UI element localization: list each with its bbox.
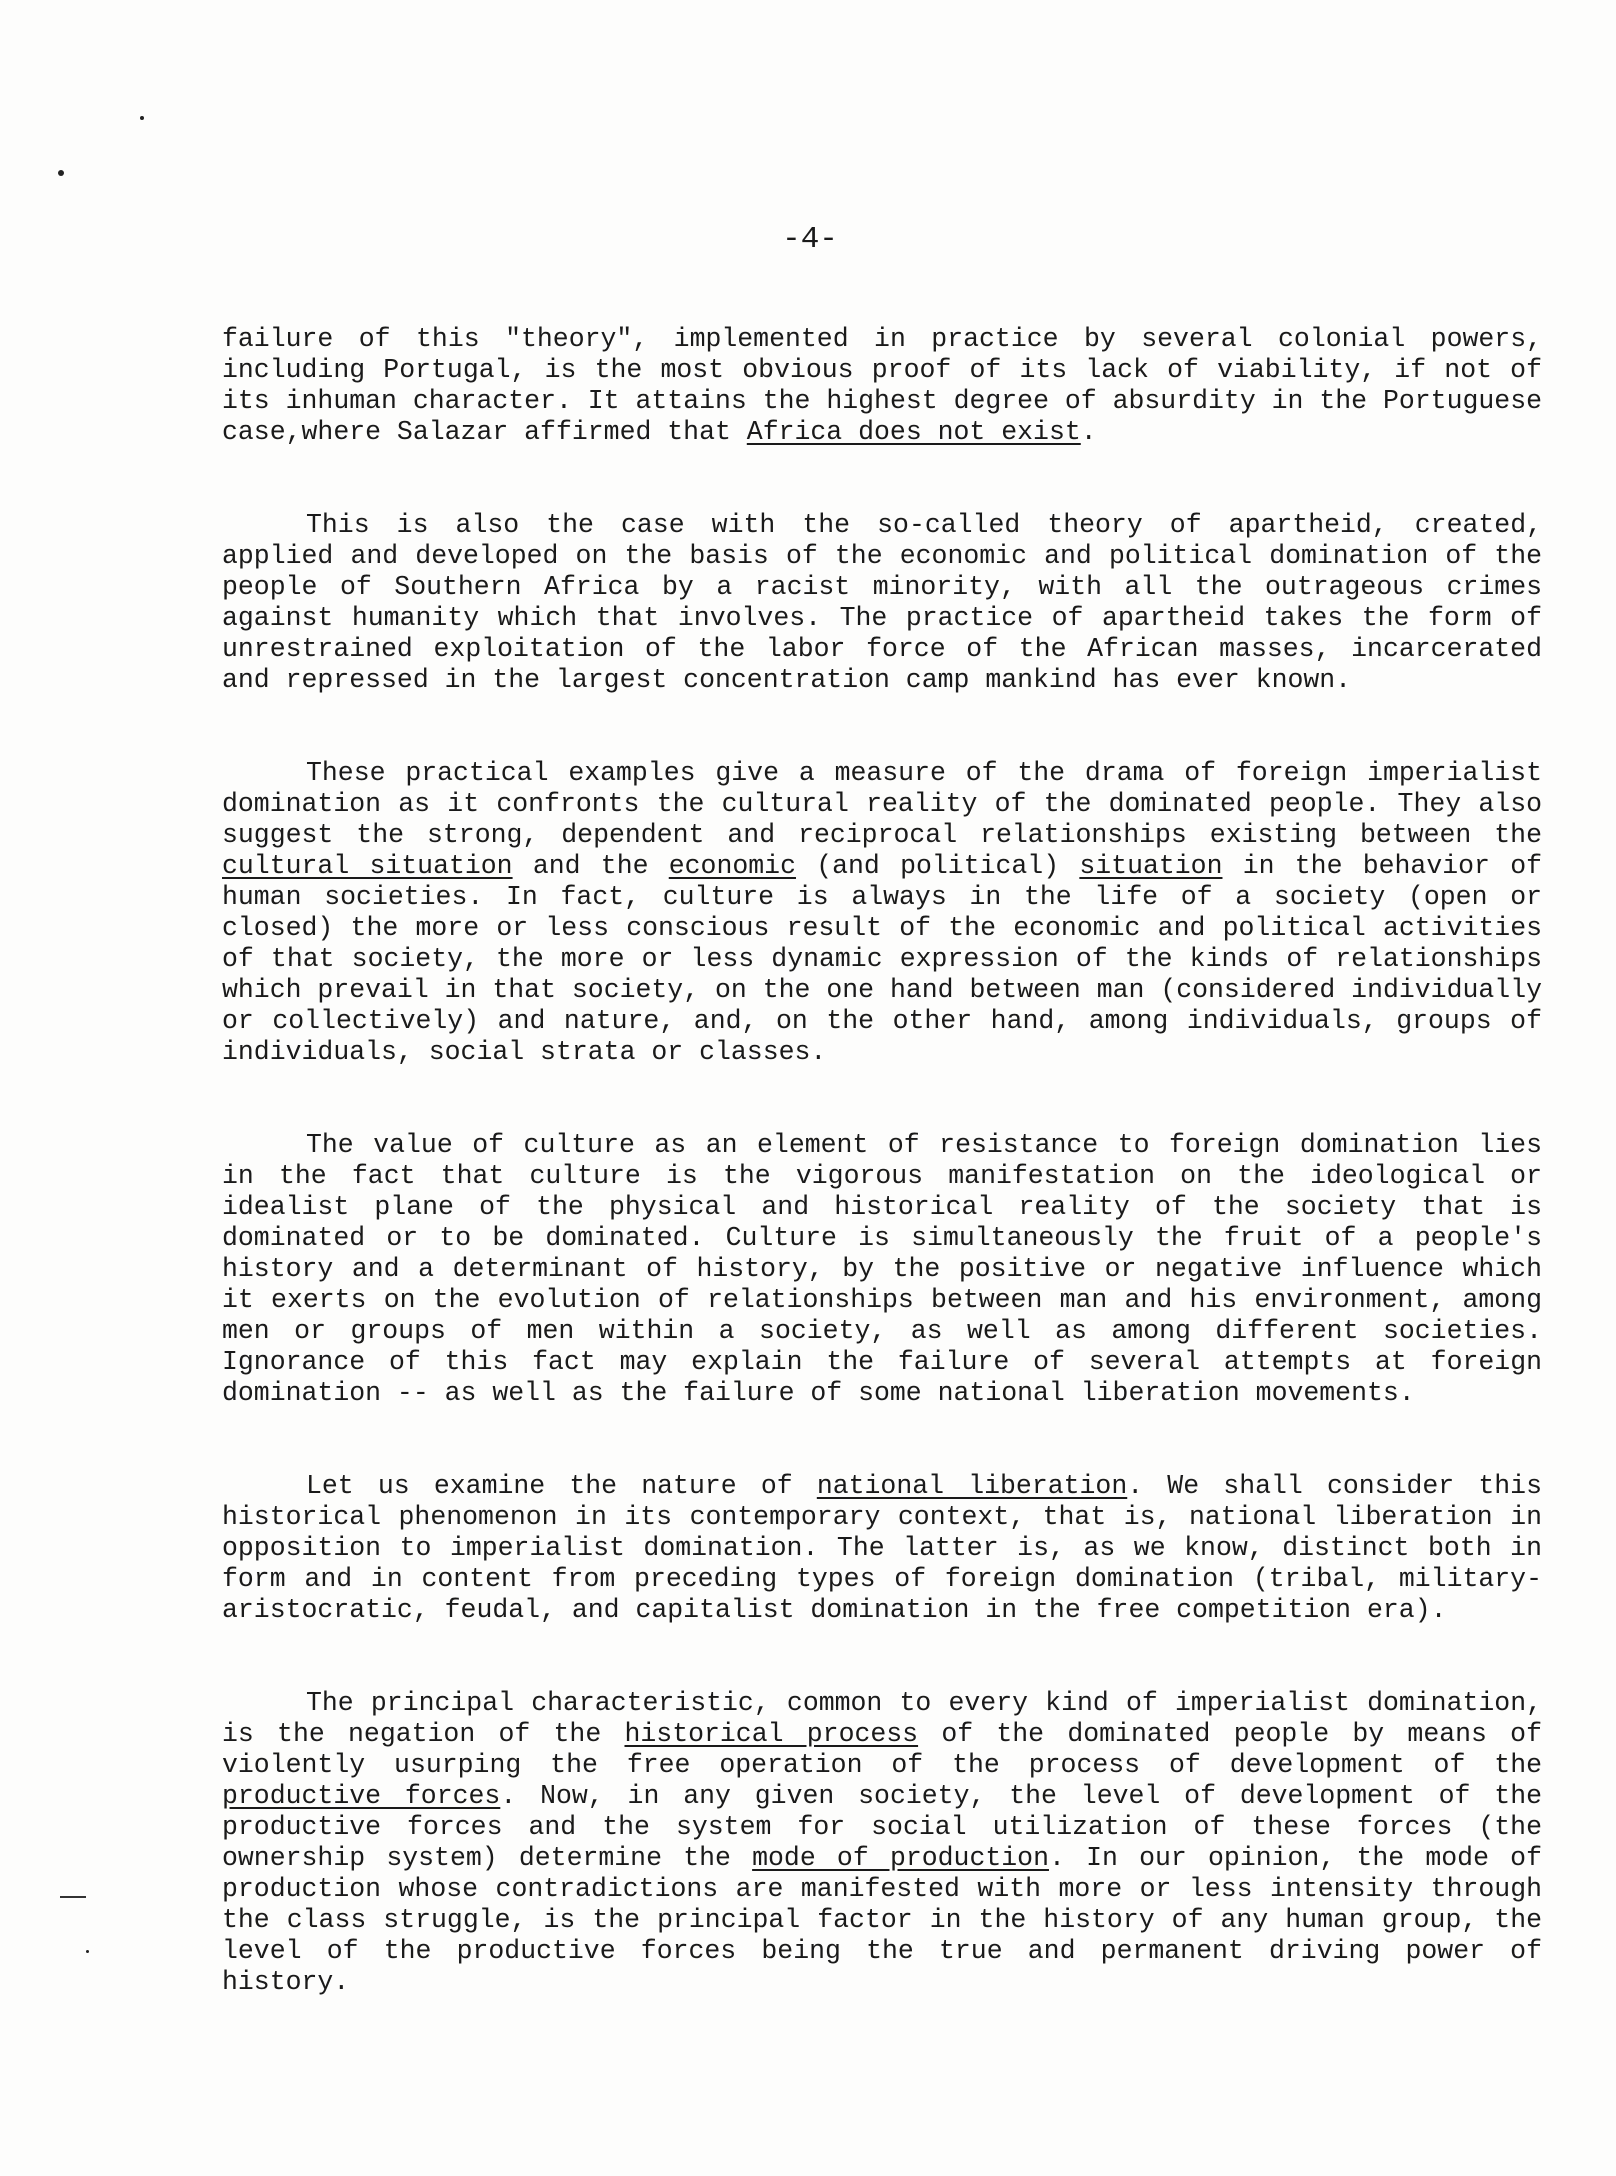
- scan-speck: [140, 116, 144, 120]
- document-body: [222, 324, 1542, 2060]
- text-run: The value of culture as an element of resistance to foreign domination lies in the fact that culture is the vigorous manifestation on the ideological or idealist plane of the physical and historical reality of the society that is dominated or to be dominated. Culture is simultaneously the fruit of a people's history and a determinant of history, by the positive or negative influence which it exerts on the evolution of relationships between man and his environment, among men or groups of men within a society, as well as among different societies. Ignorance of this fact may explain the failure of several attempts at foreign domination -- as well as the failure of some national liberation movements.: [222, 1130, 1542, 1408]
- text-run: . Now, in any given society, the level of development of the productive forces and the system for social utilization of these forces (the ownership system) determine the: [222, 1781, 1542, 1873]
- text-run: .: [1080, 417, 1097, 447]
- scan-speck: [58, 170, 64, 176]
- underlined-phrase: productive forces: [222, 1781, 501, 1811]
- underlined-phrase: national liberation: [816, 1471, 1128, 1501]
- paragraph-6: [222, 1688, 1542, 1998]
- underlined-phrase: Africa does not exist: [746, 417, 1081, 447]
- underlined-phrase: mode of production: [752, 1843, 1049, 1873]
- underlined-phrase: cultural situation: [222, 851, 513, 881]
- underlined-phrase: historical process: [624, 1719, 919, 1749]
- paragraph-1: [222, 324, 1542, 448]
- scan-speck: [86, 1950, 89, 1953]
- paragraph-3: [222, 758, 1542, 1068]
- text-run: This is also the case with the so-called theory of apartheid, created, applied and developed on the basis of the economic and political domination of the people of Southern Africa by a racist minority, with all the outrageous crimes against humanity which that involves. The practice of apartheid takes the form of unrestrained exploitation of the labor force of the African masses, incarcerated and repressed in the largest concentration camp mankind has ever known.: [222, 510, 1542, 695]
- text-run: . We shall consider this historical phenomenon in its contemporary context, that is, national liberation in opposition to imperialist domination. The latter is, as we know, distinct both in form and in content from preceding types of foreign domination (tribal, military-aristocratic, feudal, and capitalist domination in the free competition era).: [222, 1471, 1542, 1625]
- underlined-phrase: situation: [1079, 851, 1223, 881]
- text-run: failure of this "theory", implemented in practice by several colonial powers, including Portugal, is the most obvious proof of its lack of viability, if not of its inhuman character. It attains the highest degree of absurdity in the Portuguese case,where Salazar affirmed that: [222, 324, 1542, 447]
- text-run: in the behavior of human societies. In fact, culture is always in the life of a society (open or closed) the more or less conscious result of the economic and political activities of that society, the more or less dynamic expression of the kinds of relationships which prevail in that society, on the one hand between man (considered individually or collectively) and nature, and, on the other hand, among individuals, groups of individuals, social strata or classes.: [222, 851, 1542, 1067]
- text-run: The principal characteristic, common to every kind of imperialist domination, is the negation of the: [222, 1688, 1542, 1749]
- text-run: Let us examine the nature of: [306, 1471, 817, 1501]
- text-run: and the: [512, 851, 669, 881]
- text-run: of the dominated people by means of violently usurping the free operation of the process of development of the: [222, 1719, 1542, 1780]
- text-run: . In our opinion, the mode of production whose contradictions are manifested with more or less intensity through the class struggle, is the principal factor in the history of any human group, the level of the productive forces being the true and permanent driving power of history.: [222, 1843, 1542, 1997]
- margin-mark: [60, 1896, 86, 1898]
- paragraph-5: [222, 1471, 1542, 1626]
- text-run: (and political): [795, 851, 1080, 881]
- page-number: -4-: [782, 222, 838, 257]
- underlined-phrase: economic: [668, 851, 796, 881]
- paragraph-4: [222, 1130, 1542, 1409]
- paragraph-2: [222, 510, 1542, 696]
- text-run: These practical examples give a measure of the drama of foreign imperialist domination as it confronts the cultural reality of the dominated people. They also suggest the strong, dependent and reciprocal relationships existing between the: [222, 758, 1542, 850]
